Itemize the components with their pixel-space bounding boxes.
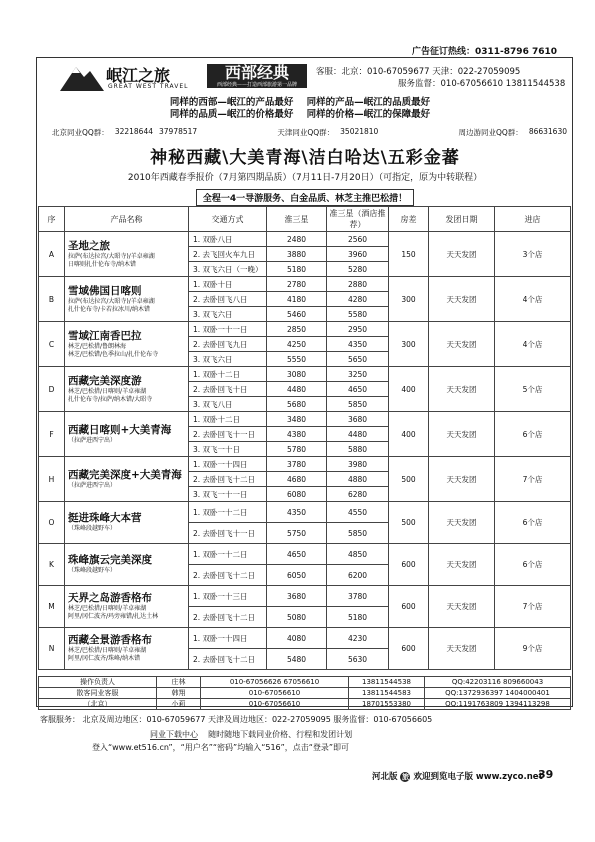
ops-cell: 韩翔 xyxy=(157,688,201,699)
product-desc: 扎什伦布寺/卡若拉冰川/纳木错 xyxy=(68,305,151,313)
row-shop: 4个店 xyxy=(495,277,571,322)
transport-mode: 1. 双卧一十四日 xyxy=(189,457,267,472)
product-cell xyxy=(65,544,189,586)
price-standard: 4180 xyxy=(267,292,327,307)
transport-mode: 1. 双卧十二日 xyxy=(189,367,267,382)
qq-zb-label: 周边游同业QQ群： xyxy=(458,128,523,137)
row-fangcha: 400 xyxy=(389,412,429,457)
price-premium: 4880 xyxy=(327,472,389,487)
table-row xyxy=(39,322,571,337)
product-cell xyxy=(65,232,189,277)
row-shop: 5个店 xyxy=(495,367,571,412)
price-premium: 3780 xyxy=(327,586,389,607)
transport-mode: 2. 去卧回飞十一日 xyxy=(189,427,267,442)
product-name: 雪域江南香巴拉 xyxy=(68,329,142,342)
contact-block xyxy=(316,66,570,90)
ops-cell: （北京） xyxy=(39,699,157,710)
page-number: 39 xyxy=(538,768,554,781)
ops-row xyxy=(39,699,571,710)
row-shop: 4个店 xyxy=(495,322,571,367)
product-name: 挺进珠峰大本营 xyxy=(68,512,142,524)
ops-table xyxy=(38,676,571,710)
product-desc: 拉萨(布达拉宫/大昭寺)/羊卓雍湖 xyxy=(68,297,155,305)
table-row xyxy=(39,367,571,382)
product-desc: 拉萨(布达拉宫/大昭寺)/羊卓雍湖 xyxy=(68,252,155,260)
row-seq: B xyxy=(39,277,65,322)
footer-login: 登入“www.et516.cn”，“用户名”“密码”均输入“516”，点击“登录”即可 xyxy=(92,743,350,752)
transport-mode: 1. 双卧一十四日 xyxy=(189,628,267,649)
price-standard: 4650 xyxy=(267,544,327,565)
ops-cell: 18701553380 xyxy=(349,699,425,710)
product-desc: （珠峰段越野车） xyxy=(68,525,117,532)
price-premium: 5880 xyxy=(327,442,389,457)
footer-service: 客服服务： 北京及周边地区：010-67059677 天津及周边地区：022-27059095 服务监督：010-67056605 xyxy=(40,715,433,724)
header-cell: 发团日期 xyxy=(429,207,495,232)
product-desc: 阿里/冈仁波齐/玛旁雍错/扎达土林 xyxy=(68,613,159,620)
header-cell: 序 xyxy=(39,207,65,232)
product-cell xyxy=(65,628,189,670)
row-fangcha: 600 xyxy=(389,544,429,586)
row-shop: 9个店 xyxy=(495,628,571,670)
header-cell: 准三星（酒店推荐） xyxy=(327,207,389,232)
qq-tj-1: 35021810 xyxy=(340,127,379,136)
ad-hotline: 广告征订热线：0311-8796 7610 xyxy=(412,47,558,57)
contact-line-2: 服务监督：010-67056610 13811544538 xyxy=(398,79,566,89)
ops-cell: 010-67056610 xyxy=(201,688,349,699)
transport-mode: 2. 去飞回火车九日 xyxy=(189,247,267,262)
download-desc: 随时随地下载同业价格、行程和发团计划 xyxy=(208,730,353,739)
price-premium: 2560 xyxy=(327,232,389,247)
ops-cell: QQ:1191763809 1394113298 xyxy=(425,699,571,710)
transport-mode: 2. 去卧回飞十二日 xyxy=(189,472,267,487)
price-standard: 3080 xyxy=(267,367,327,382)
row-fangcha: 500 xyxy=(389,502,429,544)
transport-mode: 3. 双飞八日 xyxy=(189,397,267,412)
price-standard: 2850 xyxy=(267,322,327,337)
ops-cell: 庄林 xyxy=(157,677,201,688)
row-seq: D xyxy=(39,367,65,412)
row-shop: 6个店 xyxy=(495,502,571,544)
row-shop: 7个店 xyxy=(495,457,571,502)
price-standard: 5680 xyxy=(267,397,327,412)
page-subtitle: 2010年西藏春季报价（7月第四期品质）（7月11日-7月20日）（可指定，原为中转联程） xyxy=(127,173,483,183)
row-seq: F xyxy=(39,412,65,457)
slogan-1b: 同样的产品—岷江的品质最好 xyxy=(306,97,431,108)
price-premium: 4230 xyxy=(327,628,389,649)
price-standard: 4380 xyxy=(267,427,327,442)
brand-name: 岷江之旅 xyxy=(106,66,171,85)
row-seq: K xyxy=(39,544,65,586)
price-standard: 4250 xyxy=(267,337,327,352)
badge-icon: 旅 xyxy=(401,773,409,781)
ops-row xyxy=(39,677,571,688)
price-standard: 5080 xyxy=(267,607,327,628)
price-premium: 3680 xyxy=(327,412,389,427)
price-premium: 5650 xyxy=(327,352,389,367)
slogan-1a: 同样的西部—岷江的产品最好 xyxy=(169,97,294,108)
row-date: 天天发团 xyxy=(429,457,495,502)
price-standard: 4080 xyxy=(267,628,327,649)
row-date: 天天发团 xyxy=(429,322,495,367)
price-premium: 5580 xyxy=(327,307,389,322)
qq-groups xyxy=(52,127,567,138)
transport-mode: 1. 双卧一十二日 xyxy=(189,502,267,523)
product-cell xyxy=(65,277,189,322)
row-seq: A xyxy=(39,232,65,277)
row-shop: 6个店 xyxy=(495,412,571,457)
contact-line-1: 客服：北京：010-67059677 天津：022-27059095 xyxy=(316,67,521,77)
page-info xyxy=(372,770,543,782)
price-standard: 3880 xyxy=(267,247,327,262)
price-premium: 2880 xyxy=(327,277,389,292)
price-standard: 5550 xyxy=(267,352,327,367)
product-cell xyxy=(65,412,189,457)
transport-mode: 3. 双飞一十日 xyxy=(189,442,267,457)
price-standard: 3480 xyxy=(267,412,327,427)
price-premium: 4280 xyxy=(327,292,389,307)
transport-mode: 1. 双卧十日 xyxy=(189,277,267,292)
product-desc: 林芝/巴松措/鲁朗林海 xyxy=(68,342,127,350)
row-fangcha: 150 xyxy=(389,232,429,277)
product-cell xyxy=(65,457,189,502)
price-standard: 5180 xyxy=(267,262,327,277)
ops-cell: QQ:42203116 809660043 xyxy=(425,677,571,688)
product-desc: （拉萨进西宁出） xyxy=(68,481,117,489)
product-name: 雪域佛国日喀则 xyxy=(68,284,142,297)
price-standard: 4480 xyxy=(267,382,327,397)
transport-mode: 3. 双飞六日（一晚） xyxy=(189,262,267,277)
brand-logo-xibu xyxy=(207,64,307,88)
table-row xyxy=(39,412,571,427)
ops-cell: 操作负责人 xyxy=(39,677,157,688)
row-fangcha: 600 xyxy=(389,586,429,628)
price-premium: 5180 xyxy=(327,607,389,628)
price-premium: 3250 xyxy=(327,367,389,382)
edition-site: 欢迎到览电子版 www.zyco.net xyxy=(413,772,543,782)
download-center-link[interactable]: 同业下载中心 xyxy=(150,730,198,739)
product-desc: 林芝/巴松错/色季拉山/扎什伦布寺 xyxy=(68,350,159,358)
price-premium: 4850 xyxy=(327,544,389,565)
qq-zb-1: 86631630 xyxy=(528,127,567,136)
row-date: 天天发团 xyxy=(429,232,495,277)
price-premium: 4350 xyxy=(327,337,389,352)
slogans xyxy=(60,97,540,121)
qq-bj-label: 北京同业QQ群： xyxy=(52,128,109,137)
row-date: 天天发团 xyxy=(429,412,495,457)
product-name: 珠峰旗云完美深度 xyxy=(68,554,152,566)
transport-mode: 2. 去卧回飞十二日 xyxy=(189,607,267,628)
transport-mode: 1. 双卧十二日 xyxy=(189,412,267,427)
product-name: 西藏全景游香格布 xyxy=(68,634,152,646)
price-standard: 5480 xyxy=(267,649,327,670)
price-premium: 4480 xyxy=(327,427,389,442)
price-standard: 6050 xyxy=(267,565,327,586)
product-cell xyxy=(65,502,189,544)
product-desc: 林芝/巴松措/日喀则/羊卓雍湖 xyxy=(68,387,147,395)
row-shop: 3个店 xyxy=(495,232,571,277)
price-standard: 4680 xyxy=(267,472,327,487)
price-standard: 4350 xyxy=(267,502,327,523)
ops-cell: 小莉 xyxy=(157,699,201,710)
row-seq: O xyxy=(39,502,65,544)
service-banner xyxy=(40,186,570,206)
price-table xyxy=(38,206,571,670)
page-title: 神秘西藏\大美青海\洁白哈达\五彩金蕃 xyxy=(150,148,460,168)
row-fangcha: 300 xyxy=(389,322,429,367)
row-date: 天天发团 xyxy=(429,628,495,670)
transport-mode: 2. 去卧回飞十一日 xyxy=(189,523,267,544)
price-premium: 6200 xyxy=(327,565,389,586)
footer-download xyxy=(150,729,352,740)
ops-cell: QQ:1372936397 1404000401 xyxy=(425,688,571,699)
product-desc: 林芝/巴松措/日喀则/羊卓雍湖 xyxy=(68,647,147,654)
row-shop: 7个店 xyxy=(495,586,571,628)
transport-mode: 2. 去卧回飞九日 xyxy=(189,337,267,352)
price-standard: 2780 xyxy=(267,277,327,292)
table-row xyxy=(39,232,571,247)
header-cell: 交通方式 xyxy=(189,207,267,232)
price-standard: 5780 xyxy=(267,442,327,457)
transport-mode: 2. 去卧回飞十二日 xyxy=(189,649,267,670)
transport-mode: 2. 去卧回飞十二日 xyxy=(189,565,267,586)
table-row xyxy=(39,544,571,565)
product-cell xyxy=(65,367,189,412)
product-desc: （拉萨进西宁出） xyxy=(68,436,117,444)
product-desc: 扎什伦布寺/拉萨/纳木错/大昭寺 xyxy=(68,395,153,403)
row-seq: C xyxy=(39,322,65,367)
table-header xyxy=(39,207,571,232)
row-date: 天天发团 xyxy=(429,367,495,412)
price-standard: 2480 xyxy=(267,232,327,247)
price-premium: 3980 xyxy=(327,457,389,472)
transport-mode: 3. 双飞一十一日 xyxy=(189,487,267,502)
product-desc: 阿里/冈仁波齐/珠峰/纳木错 xyxy=(68,655,141,662)
transport-mode: 3. 双飞六日 xyxy=(189,352,267,367)
price-standard: 5750 xyxy=(267,523,327,544)
price-premium: 5630 xyxy=(327,649,389,670)
ops-cell: 散客同业客服 xyxy=(39,688,157,699)
row-seq: N xyxy=(39,628,65,670)
row-date: 天天发团 xyxy=(429,544,495,586)
price-premium: 3960 xyxy=(327,247,389,262)
table-row xyxy=(39,502,571,523)
row-date: 天天发团 xyxy=(429,502,495,544)
row-date: 天天发团 xyxy=(429,586,495,628)
header-cell: 产品名称 xyxy=(65,207,189,232)
product-cell xyxy=(65,322,189,367)
ops-cell: 010-67056626 67056610 xyxy=(201,677,349,688)
slogan-2b: 同样的价格—岷江的保障最好 xyxy=(306,109,431,120)
brand2-name: 西部经典 xyxy=(224,63,289,82)
price-premium: 2950 xyxy=(327,322,389,337)
price-standard: 6080 xyxy=(267,487,327,502)
header-cell: 房差 xyxy=(389,207,429,232)
header-cell: 进店 xyxy=(495,207,571,232)
product-name: 西藏日喀则+大美青海 xyxy=(68,423,172,436)
product-desc: 日喀则扎什伦布寺/纳木错 xyxy=(68,260,137,268)
row-seq: M xyxy=(39,586,65,628)
service-text: 全程一4一导游服务、白金品质、林芝主推巴松措！ xyxy=(196,189,414,206)
product-name: 圣地之旅 xyxy=(68,239,110,252)
product-name: 西藏完美深度游 xyxy=(68,374,142,387)
row-shop: 6个店 xyxy=(495,544,571,586)
brand-en: GREAT WEST TRAVEL xyxy=(108,83,189,90)
table-row xyxy=(39,457,571,472)
table-row xyxy=(39,586,571,607)
price-premium: 4650 xyxy=(327,382,389,397)
transport-mode: 2. 去卧回飞八日 xyxy=(189,292,267,307)
transport-mode: 1. 双卧一十三日 xyxy=(189,586,267,607)
qq-bj-1: 32218644 xyxy=(114,127,153,136)
row-fangcha: 300 xyxy=(389,277,429,322)
price-premium: 5850 xyxy=(327,523,389,544)
slogan-2a: 同样的品质—岷江的价格最好 xyxy=(169,109,294,120)
qq-tj-label: 天津同业QQ群： xyxy=(277,128,335,137)
price-standard: 3780 xyxy=(267,457,327,472)
price-premium: 5850 xyxy=(327,397,389,412)
table-row xyxy=(39,277,571,292)
product-desc: （珠峰段越野车） xyxy=(68,567,117,574)
brand2-sub: 西部经典——打造西部旅游第一品牌 xyxy=(216,82,297,88)
price-premium: 6280 xyxy=(327,487,389,502)
ops-row xyxy=(39,688,571,699)
header-cell: 淮三星 xyxy=(267,207,327,232)
row-fangcha: 400 xyxy=(389,367,429,412)
price-standard: 3680 xyxy=(267,586,327,607)
row-fangcha: 600 xyxy=(389,628,429,670)
row-date: 天天发团 xyxy=(429,277,495,322)
ops-cell: 13811544583 xyxy=(349,688,425,699)
product-name: 西藏完美深度+大美青海 xyxy=(68,468,182,481)
transport-mode: 2. 去卧回飞十日 xyxy=(189,382,267,397)
product-name: 天界之岛游香格布 xyxy=(68,592,152,604)
edition-label: 河北版 xyxy=(372,772,398,782)
product-cell xyxy=(65,586,189,628)
qq-bj-2: 37978517 xyxy=(159,127,198,136)
price-standard: 5460 xyxy=(267,307,327,322)
ops-cell: 13811544538 xyxy=(349,677,425,688)
ops-cell: 010-67056610 xyxy=(201,699,349,710)
price-premium: 5280 xyxy=(327,262,389,277)
transport-mode: 1. 双卧八日 xyxy=(189,232,267,247)
table-row xyxy=(39,628,571,649)
price-premium: 4550 xyxy=(327,502,389,523)
brand-logo-minjiang xyxy=(58,61,198,93)
transport-mode: 1. 双卧一十二日 xyxy=(189,544,267,565)
product-desc: 林芝/巴松措/日喀则/羊卓雍湖 xyxy=(68,605,147,612)
row-fangcha: 500 xyxy=(389,457,429,502)
row-seq: H xyxy=(39,457,65,502)
transport-mode: 3. 双飞六日 xyxy=(189,307,267,322)
transport-mode: 1. 双卧一十一日 xyxy=(189,322,267,337)
